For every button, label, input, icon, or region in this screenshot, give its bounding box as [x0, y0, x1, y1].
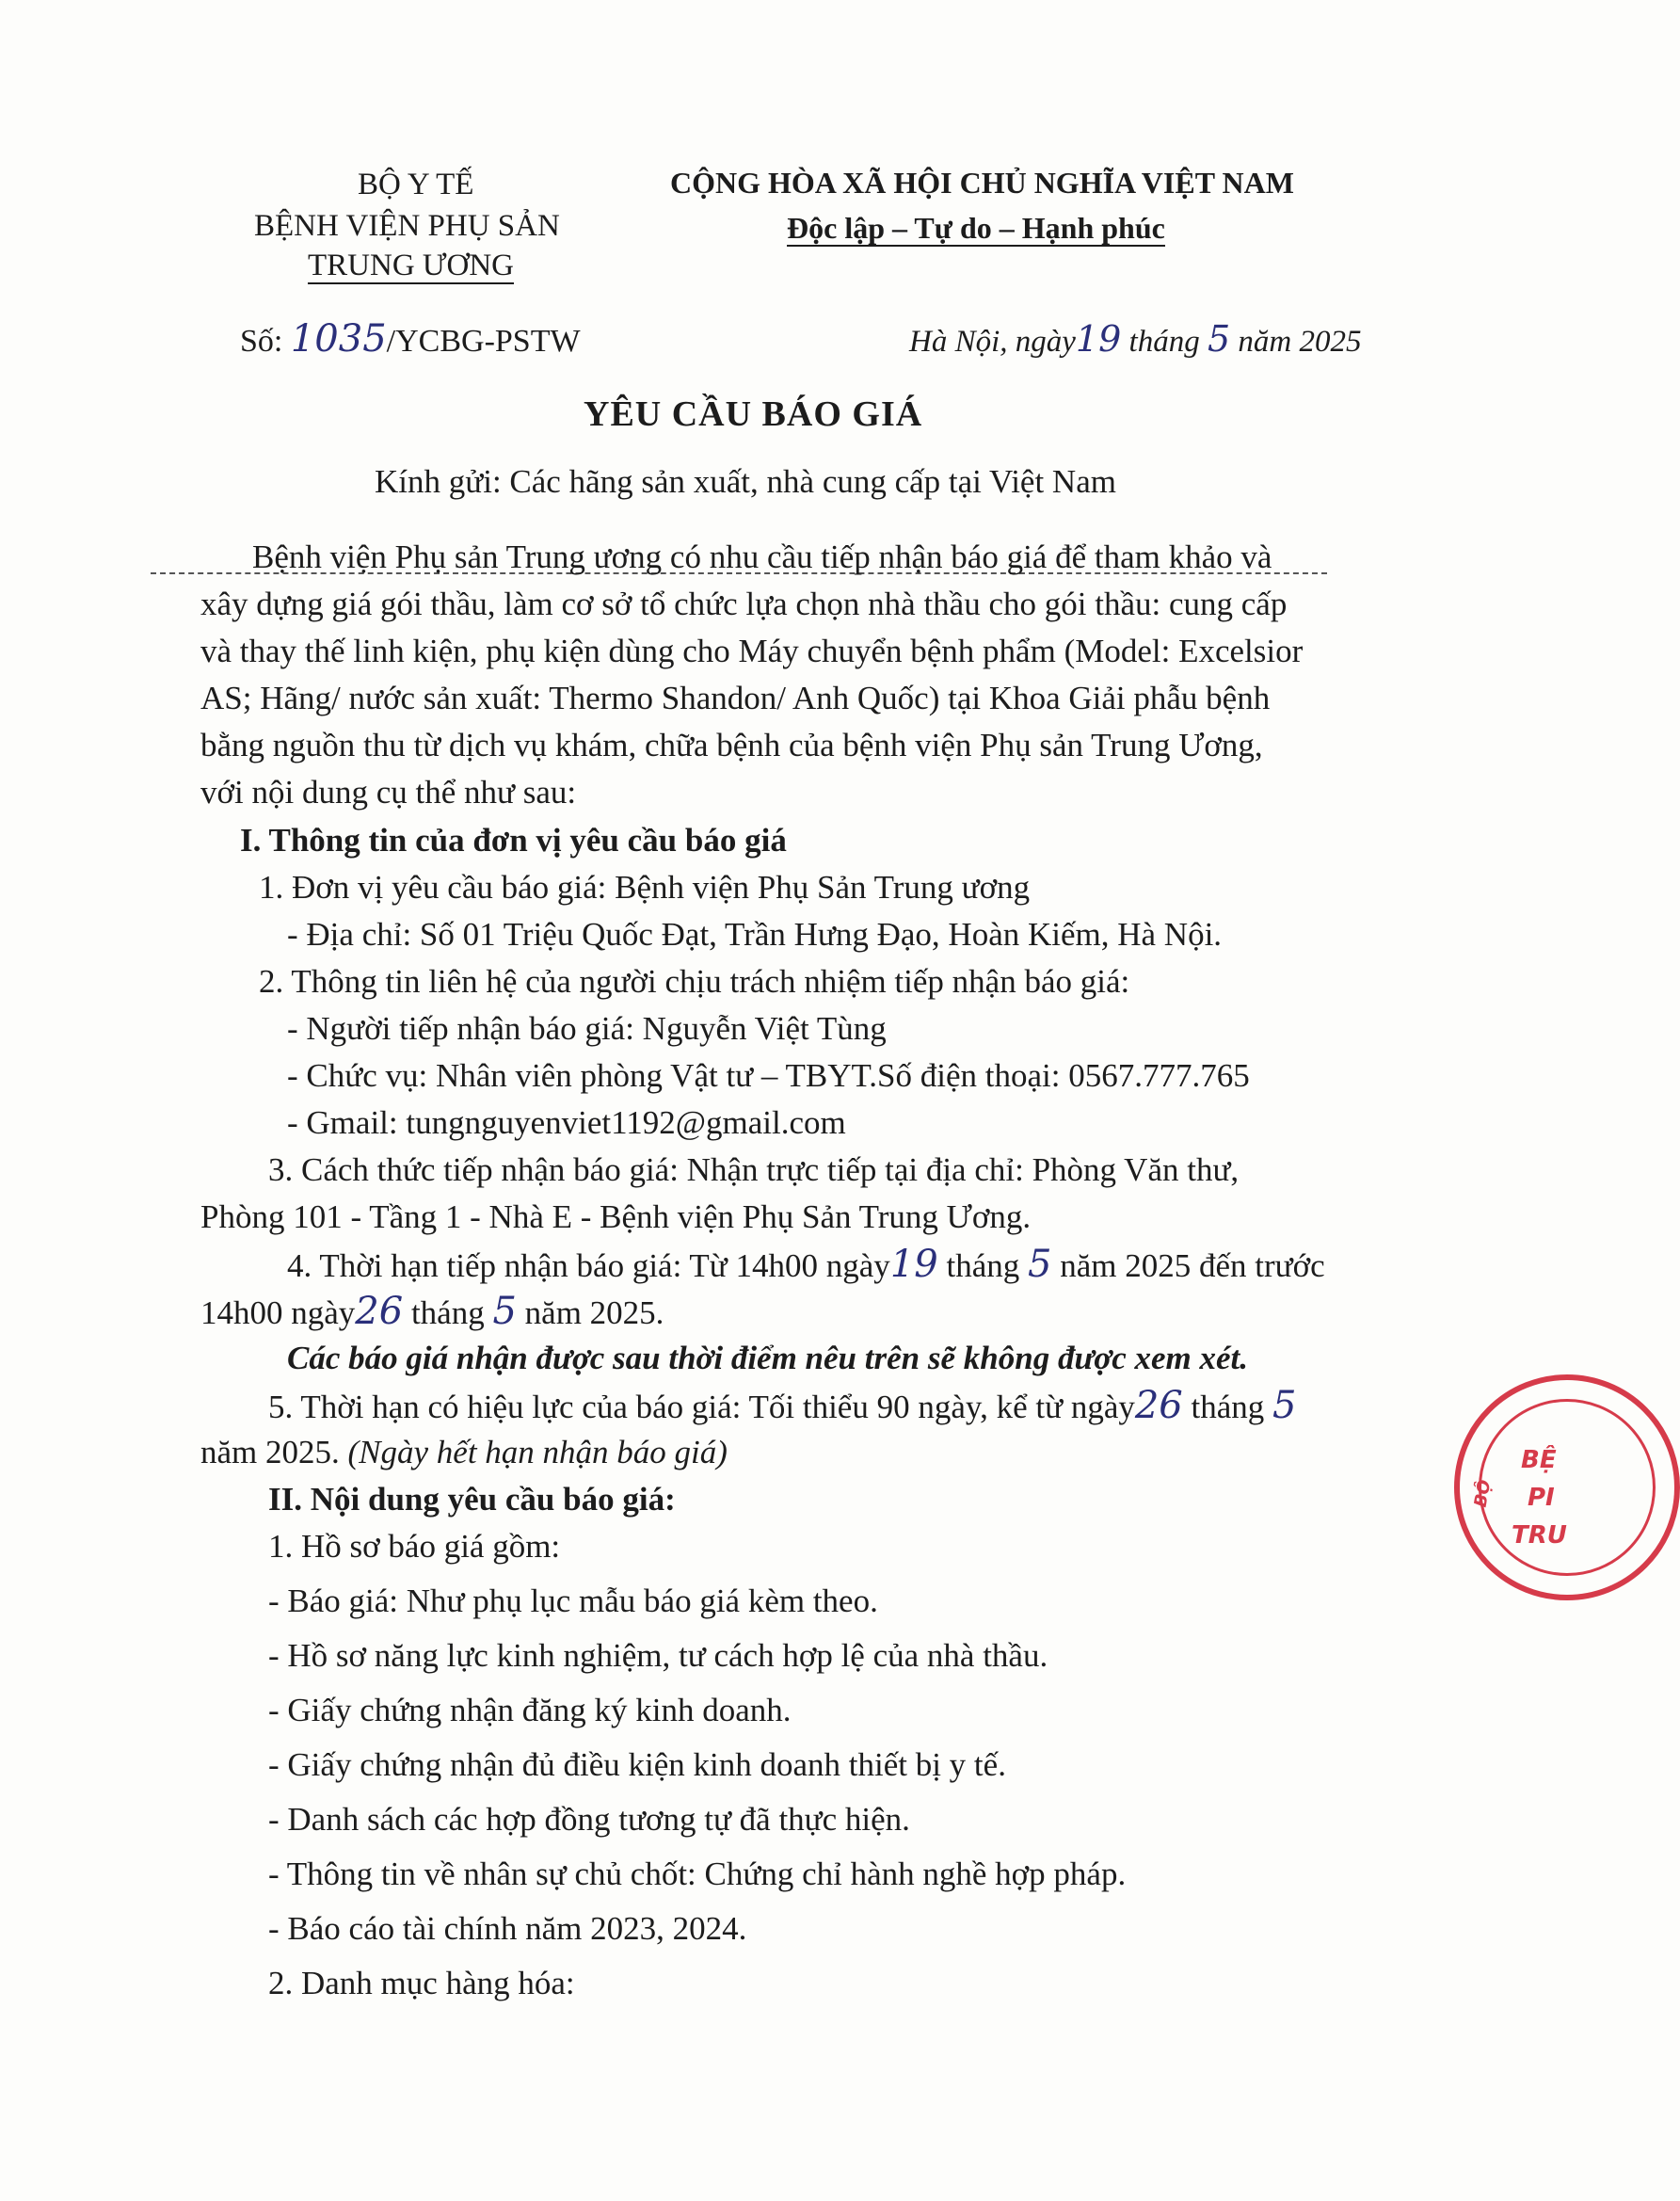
- ministry-name: BỘ Y TẾ: [358, 168, 474, 201]
- stamp-text: BỆ: [1521, 1446, 1557, 1474]
- handwritten-month: 5: [1272, 1384, 1297, 1427]
- section-2-heading: II. Nội dung yêu cầu báo giá:: [268, 1481, 676, 1518]
- hospital-stamp: [1454, 1374, 1680, 1600]
- document-title: YÊU CẦU BÁO GIÁ: [584, 394, 923, 434]
- handwritten-month: 5: [492, 1290, 517, 1333]
- requester-address: - Địa chỉ: Số 01 Triệu Quốc Đạt, Trần Hưng Đạo, Hoàn Kiếm, Hà Nội.: [287, 916, 1223, 953]
- dossier-item: - Giấy chứng nhận đăng ký kinh doanh.: [268, 1692, 792, 1728]
- receiving-method: 3. Cách thức tiếp nhận báo giá: Nhận trực tiếp tại địa chỉ: Phòng Văn thư,: [268, 1151, 1240, 1188]
- document-date: Hà Nội, ngày19 tháng 5 năm 2025: [909, 318, 1362, 360]
- hospital-name-line2: TRUNG ƯƠNG: [308, 249, 515, 282]
- dossier-item: - Báo giá: Như phụ lục mẫu báo giá kèm theo.: [268, 1582, 878, 1619]
- goods-list-heading: 2. Danh mục hàng hóa:: [268, 1965, 575, 2001]
- dossier-item: - Báo cáo tài chính năm 2023, 2024.: [268, 1910, 747, 1947]
- handwritten-day: 19: [889, 1243, 938, 1286]
- contact-email: - Gmail: tungnguyenviet1192@gmail.com: [287, 1104, 846, 1141]
- validity-period-cont: năm 2025. (Ngày hết hạn nhận báo giá): [200, 1434, 728, 1470]
- intro-line-1: Bệnh viện Phụ sản Trung ương có nhu cầu tiếp nhận báo giá để tham khảo và: [252, 538, 1272, 575]
- requester-unit: 1. Đơn vị yêu cầu báo giá: Bệnh viện Phụ Sản Trung ương: [259, 869, 1031, 906]
- section-1-heading: I. Thông tin của đơn vị yêu cầu báo giá: [240, 822, 787, 859]
- late-submission-note: Các báo giá nhận được sau thời điểm nêu trên sẽ không được xem xét.: [287, 1340, 1248, 1376]
- intro-line-5: bằng nguồn thu từ dịch vụ khám, chữa bệnh của bệnh viện Phụ sản Trung Ương,: [200, 727, 1263, 763]
- intro-line-4: AS; Hãng/ nước sản xuất: Thermo Shandon/ Anh Quốc) tại Khoa Giải phẫu bệnh: [200, 680, 1271, 716]
- handwritten-day: 19: [1075, 318, 1122, 360]
- contact-position-phone: - Chức vụ: Nhân viên phòng Vật tư – TBYT.Số điện thoại: 0567.777.765: [287, 1057, 1250, 1094]
- national-motto: Độc lập – Tự do – Hạnh phúc: [787, 211, 1165, 245]
- stamp-text: PI: [1528, 1484, 1555, 1512]
- dossier-item: - Giấy chứng nhận đủ điều kiện kinh doanh thiết bị y tế.: [268, 1746, 1006, 1783]
- dossier-item: - Thông tin về nhân sự chủ chốt: Chứng chỉ hành nghề hợp pháp.: [268, 1856, 1127, 1892]
- document-number: Số: 1035/YCBG-PSTW: [240, 317, 581, 361]
- receiving-deadline-cont: 14h00 ngày26 tháng 5 năm 2025.: [200, 1290, 664, 1333]
- recipient-line: Kính gửi: Các hãng sản xuất, nhà cung cấp tại Việt Nam: [375, 463, 1116, 500]
- receiving-deadline: 4. Thời hạn tiếp nhận báo giá: Từ 14h00 ngày19 tháng 5 năm 2025 đến trước: [287, 1243, 1325, 1286]
- intro-line-2: xây dựng giá gói thầu, làm cơ sở tổ chức lựa chọn nhà thầu cho gói thầu: cung cấp: [200, 586, 1288, 622]
- handwritten-day: 26: [1134, 1384, 1183, 1427]
- stamp-text: BỘ: [1470, 1478, 1496, 1509]
- handwritten-day: 26: [355, 1290, 404, 1333]
- dossier-item: - Danh sách các hợp đồng tương tự đã thực hiện.: [268, 1801, 910, 1838]
- quotation-dossier-heading: 1. Hồ sơ báo giá gồm:: [268, 1528, 561, 1565]
- contact-person: - Người tiếp nhận báo giá: Nguyễn Việt Tùng: [287, 1010, 887, 1047]
- hospital-name: BỆNH VIỆN PHỤ SẢN: [254, 209, 560, 243]
- handwritten-number: 1035: [290, 317, 387, 361]
- dossier-item: - Hồ sơ năng lực kinh nghiệm, tư cách hợp lệ của nhà thầu.: [268, 1637, 1048, 1674]
- stamp-inner-ring: [1479, 1399, 1656, 1576]
- handwritten-month: 5: [1027, 1243, 1052, 1286]
- country-name: CỘNG HÒA XÃ HỘI CHỦ NGHĨA VIỆT NAM: [670, 166, 1294, 200]
- contact-info-heading: 2. Thông tin liên hệ của người chịu trách nhiệm tiếp nhận báo giá:: [259, 963, 1130, 1000]
- receiving-method-cont: Phòng 101 - Tầng 1 - Nhà E - Bệnh viện Phụ Sản Trung Ương.: [200, 1198, 1032, 1235]
- handwritten-month: 5: [1207, 318, 1231, 360]
- intro-line-3: và thay thế linh kiện, phụ kiện dùng cho Máy chuyển bệnh phẩm (Model: Excelsior: [200, 633, 1304, 669]
- intro-line-6: với nội dung cụ thể như sau:: [200, 774, 577, 811]
- validity-period: 5. Thời hạn có hiệu lực của báo giá: Tối thiểu 90 ngày, kể từ ngày26 tháng 5: [268, 1384, 1297, 1427]
- stamp-text: TRU: [1512, 1521, 1567, 1550]
